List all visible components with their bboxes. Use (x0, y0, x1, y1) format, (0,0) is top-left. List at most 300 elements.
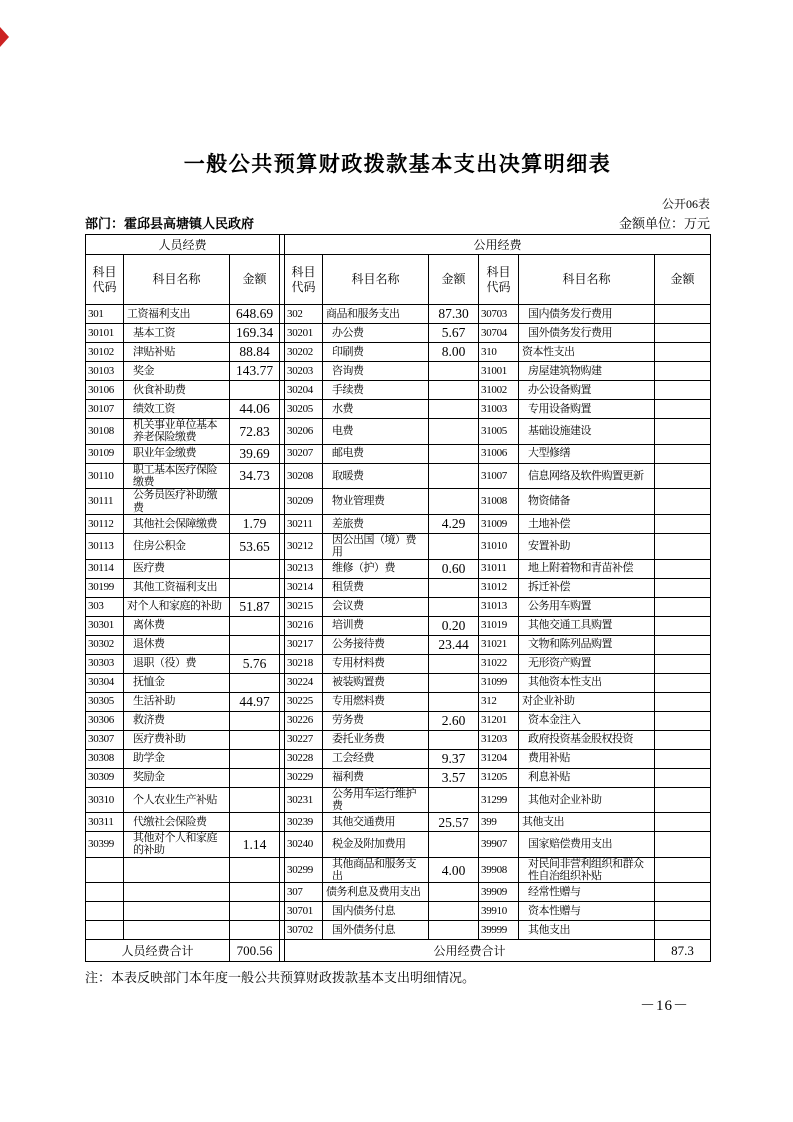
r-code-cell: 31204 (479, 749, 519, 768)
personnel-total-label: 人员经费合计 (86, 940, 230, 962)
p-code-cell: 30306 (86, 711, 124, 730)
col-header-code-3: 科目代码 (479, 255, 519, 305)
m-code-cell: 30239 (285, 813, 323, 832)
m-code-cell: 30217 (285, 635, 323, 654)
r-amt-cell (655, 514, 711, 533)
r-amt-cell (655, 654, 711, 673)
page-title: 一般公共预算财政拨款基本支出决算明细表 (183, 153, 612, 176)
r-name-cell: 大型修缮 (519, 444, 655, 463)
table-row (86, 578, 711, 597)
red-corner-mark (0, 27, 9, 47)
m-amt-cell (429, 832, 479, 858)
p-name-cell: 离休费 (124, 616, 230, 635)
r-name-cell: 信息网络及软件购置更新 (519, 463, 655, 489)
m-name-cell: 劳务费 (323, 711, 429, 730)
m-amt-cell (429, 381, 479, 400)
table-row (86, 883, 711, 902)
p-name-cell: 退休费 (124, 635, 230, 654)
col-header-code-2: 科目代码 (285, 255, 323, 305)
r-name-cell: 物资储备 (519, 489, 655, 515)
m-amt-cell (429, 489, 479, 515)
r-code-cell: 30703 (479, 305, 519, 324)
m-code-cell: 307 (285, 883, 323, 902)
p-name-cell: 奖金 (124, 362, 230, 381)
m-amt-cell (429, 654, 479, 673)
r-amt-cell (655, 489, 711, 515)
table-row (86, 654, 711, 673)
p-name-cell: 抚恤金 (124, 673, 230, 692)
p-amt-cell: 53.65 (230, 533, 280, 559)
m-amt-cell (429, 692, 479, 711)
r-name-cell: 文物和陈列品购置 (519, 635, 655, 654)
p-code-cell: 303 (86, 597, 124, 616)
m-amt-cell: 5.67 (429, 324, 479, 343)
table-row (86, 514, 711, 533)
p-name-cell: 医疗费补助 (124, 730, 230, 749)
r-amt-cell (655, 635, 711, 654)
p-amt-cell: 1.14 (230, 832, 280, 858)
m-amt-cell (429, 730, 479, 749)
m-name-cell: 办公费 (323, 324, 429, 343)
p-code-cell: 30311 (86, 813, 124, 832)
r-name-cell: 资本性支出 (519, 343, 655, 362)
table-row (86, 768, 711, 787)
r-code-cell: 31201 (479, 711, 519, 730)
m-amt-cell (429, 463, 479, 489)
table-row (86, 813, 711, 832)
table-row (86, 324, 711, 343)
p-amt-cell (230, 489, 280, 515)
table-row (86, 711, 711, 730)
p-amt-cell (230, 902, 280, 921)
r-name-cell: 拆迁补偿 (519, 578, 655, 597)
r-amt-cell (655, 381, 711, 400)
personnel-total-value: 700.56 (230, 940, 280, 962)
table-row (86, 463, 711, 489)
m-amt-cell: 25.57 (429, 813, 479, 832)
m-code-cell: 30209 (285, 489, 323, 515)
personnel-section-header: 人员经费 (86, 235, 280, 255)
p-code-cell: 30108 (86, 419, 124, 445)
p-amt-cell (230, 559, 280, 578)
p-name-cell: 对个人和家庭的补助 (124, 597, 230, 616)
r-amt-cell (655, 559, 711, 578)
public-total-value: 87.3 (655, 940, 711, 962)
r-code-cell: 31005 (479, 419, 519, 445)
table-row (86, 673, 711, 692)
m-name-cell: 印刷费 (323, 343, 429, 362)
department-prefix: 部门： (85, 216, 125, 231)
m-name-cell: 其他交通费用 (323, 813, 429, 832)
r-name-cell: 国内债务发行费用 (519, 305, 655, 324)
m-amt-cell (429, 883, 479, 902)
table-row (86, 343, 711, 362)
m-code-cell: 30218 (285, 654, 323, 673)
table-row (86, 635, 711, 654)
m-code-cell: 30224 (285, 673, 323, 692)
m-amt-cell (429, 533, 479, 559)
m-code-cell: 30702 (285, 921, 323, 940)
r-amt-cell (655, 578, 711, 597)
r-amt-cell (655, 444, 711, 463)
unit-label: 金额单位：万元 (618, 216, 710, 231)
table-body (86, 305, 711, 940)
p-code-cell: 30102 (86, 343, 124, 362)
table-row (86, 597, 711, 616)
p-code-cell: 30110 (86, 463, 124, 489)
p-name-cell: 其他对个人和家庭的补助 (124, 832, 230, 858)
p-amt-cell: 5.76 (230, 654, 280, 673)
public-section-header: 公用经费 (285, 235, 711, 255)
m-name-cell: 租赁费 (323, 578, 429, 597)
sheet (85, 0, 710, 986)
r-name-cell: 其他对企业补助 (519, 787, 655, 813)
m-code-cell: 30240 (285, 832, 323, 858)
r-code-cell: 39908 (479, 857, 519, 883)
m-name-cell: 因公出国（境）费用 (323, 533, 429, 559)
r-name-cell: 国外债务发行费用 (519, 324, 655, 343)
p-amt-cell (230, 813, 280, 832)
col-header-amount-3: 金额 (655, 255, 711, 305)
table-row (86, 616, 711, 635)
p-name-cell: 代缴社会保险费 (124, 813, 230, 832)
p-amt-cell: 51.87 (230, 597, 280, 616)
table-row (86, 400, 711, 419)
r-name-cell: 国家赔偿费用支出 (519, 832, 655, 858)
p-code-cell: 30111 (86, 489, 124, 515)
table-row (86, 902, 711, 921)
r-amt-cell (655, 673, 711, 692)
p-name-cell: 职工基本医疗保险缴费 (124, 463, 230, 489)
r-code-cell: 310 (479, 343, 519, 362)
p-amt-cell: 44.97 (230, 692, 280, 711)
m-amt-cell (429, 597, 479, 616)
p-name-cell: 生活补助 (124, 692, 230, 711)
p-code-cell: 30303 (86, 654, 124, 673)
m-code-cell: 30203 (285, 362, 323, 381)
r-code-cell: 39907 (479, 832, 519, 858)
r-amt-cell (655, 730, 711, 749)
p-name-cell: 奖励金 (124, 768, 230, 787)
m-code-cell: 30202 (285, 343, 323, 362)
p-code-cell: 30307 (86, 730, 124, 749)
table-row (86, 305, 711, 324)
p-amt-cell (230, 578, 280, 597)
r-amt-cell (655, 362, 711, 381)
table-row (86, 362, 711, 381)
table-row (86, 444, 711, 463)
section-header-row (86, 235, 711, 255)
m-code-cell: 30214 (285, 578, 323, 597)
r-amt-cell (655, 768, 711, 787)
m-amt-cell: 8.00 (429, 343, 479, 362)
m-code-cell: 30205 (285, 400, 323, 419)
r-amt-cell (655, 533, 711, 559)
table-row (86, 559, 711, 578)
r-amt-cell (655, 832, 711, 858)
totals-row (86, 940, 711, 962)
p-amt-cell: 88.84 (230, 343, 280, 362)
m-code-cell: 30226 (285, 711, 323, 730)
p-code-cell: 30109 (86, 444, 124, 463)
p-amt-cell (230, 787, 280, 813)
p-name-cell: 退职（役）费 (124, 654, 230, 673)
r-code-cell: 31099 (479, 673, 519, 692)
p-code-cell: 30399 (86, 832, 124, 858)
r-amt-cell (655, 883, 711, 902)
p-amt-cell (230, 381, 280, 400)
p-name-cell: 伙食补助费 (124, 381, 230, 400)
m-name-cell: 手续费 (323, 381, 429, 400)
p-code-cell: 30302 (86, 635, 124, 654)
r-amt-cell (655, 419, 711, 445)
expenditure-table (85, 234, 711, 962)
r-name-cell: 公务用车购置 (519, 597, 655, 616)
r-code-cell: 31009 (479, 514, 519, 533)
table-row (86, 381, 711, 400)
form-number: 公开06表 (661, 197, 710, 211)
m-code-cell: 30229 (285, 768, 323, 787)
p-amt-cell: 34.73 (230, 463, 280, 489)
r-amt-cell (655, 305, 711, 324)
r-name-cell: 专用设备购置 (519, 400, 655, 419)
m-name-cell: 维修（护）费 (323, 559, 429, 578)
m-code-cell: 30201 (285, 324, 323, 343)
m-amt-cell: 2.60 (429, 711, 479, 730)
m-amt-cell (429, 444, 479, 463)
table-row (86, 787, 711, 813)
col-header-code-1: 科目代码 (86, 255, 124, 305)
p-code-cell: 30112 (86, 514, 124, 533)
m-amt-cell: 3.57 (429, 768, 479, 787)
r-amt-cell (655, 400, 711, 419)
r-code-cell: 31010 (479, 533, 519, 559)
m-amt-cell: 0.20 (429, 616, 479, 635)
p-code-cell (86, 921, 124, 940)
r-code-cell: 31007 (479, 463, 519, 489)
r-name-cell: 土地补偿 (519, 514, 655, 533)
r-amt-cell (655, 463, 711, 489)
p-amt-cell (230, 857, 280, 883)
p-amt-cell: 44.06 (230, 400, 280, 419)
p-code-cell: 30304 (86, 673, 124, 692)
p-name-cell: 医疗费 (124, 559, 230, 578)
p-amt-cell (230, 730, 280, 749)
p-name-cell: 住房公积金 (124, 533, 230, 559)
m-name-cell: 电费 (323, 419, 429, 445)
r-code-cell: 31012 (479, 578, 519, 597)
table-row (86, 419, 711, 445)
r-code-cell: 31021 (479, 635, 519, 654)
p-amt-cell: 143.77 (230, 362, 280, 381)
p-name-cell: 其他社会保障缴费 (124, 514, 230, 533)
p-code-cell (86, 902, 124, 921)
m-code-cell: 30208 (285, 463, 323, 489)
m-amt-cell (429, 362, 479, 381)
m-code-cell: 30701 (285, 902, 323, 921)
r-amt-cell (655, 692, 711, 711)
p-code-cell: 30103 (86, 362, 124, 381)
p-code-cell: 30199 (86, 578, 124, 597)
table-row (86, 489, 711, 515)
p-amt-cell: 39.69 (230, 444, 280, 463)
p-name-cell (124, 857, 230, 883)
m-code-cell: 30206 (285, 419, 323, 445)
m-name-cell: 专用燃料费 (323, 692, 429, 711)
m-name-cell: 邮电费 (323, 444, 429, 463)
p-amt-cell (230, 616, 280, 635)
p-amt-cell: 1.79 (230, 514, 280, 533)
r-code-cell: 31001 (479, 362, 519, 381)
m-code-cell: 30299 (285, 857, 323, 883)
p-name-cell (124, 883, 230, 902)
p-name-cell: 基本工资 (124, 324, 230, 343)
p-code-cell: 30310 (86, 787, 124, 813)
p-name-cell: 个人农业生产补贴 (124, 787, 230, 813)
m-amt-cell: 4.29 (429, 514, 479, 533)
r-code-cell: 31011 (479, 559, 519, 578)
r-code-cell: 31205 (479, 768, 519, 787)
column-header-row (86, 255, 711, 305)
col-header-name-2: 科目名称 (323, 255, 429, 305)
m-code-cell: 30215 (285, 597, 323, 616)
m-name-cell: 被装购置费 (323, 673, 429, 692)
r-name-cell: 对民间非营利组织和群众性自治组织补贴 (519, 857, 655, 883)
p-code-cell: 30114 (86, 559, 124, 578)
r-code-cell: 31002 (479, 381, 519, 400)
m-amt-cell (429, 578, 479, 597)
m-code-cell: 30228 (285, 749, 323, 768)
m-amt-cell (429, 902, 479, 921)
m-code-cell: 30227 (285, 730, 323, 749)
m-name-cell: 国内债务付息 (323, 902, 429, 921)
p-name-cell: 绩效工资 (124, 400, 230, 419)
p-amt-cell: 169.34 (230, 324, 280, 343)
r-amt-cell (655, 597, 711, 616)
p-name-cell: 津贴补贴 (124, 343, 230, 362)
table-row (86, 730, 711, 749)
m-code-cell: 302 (285, 305, 323, 324)
r-code-cell: 31003 (479, 400, 519, 419)
r-code-cell: 39909 (479, 883, 519, 902)
p-code-cell: 30107 (86, 400, 124, 419)
p-name-cell: 其他工资福利支出 (124, 578, 230, 597)
m-name-cell: 国外债务付息 (323, 921, 429, 940)
p-amt-cell: 648.69 (230, 305, 280, 324)
m-name-cell: 会议费 (323, 597, 429, 616)
m-name-cell: 福利费 (323, 768, 429, 787)
p-name-cell (124, 902, 230, 921)
p-code-cell: 30301 (86, 616, 124, 635)
page-number: －16－ (639, 998, 689, 1014)
r-name-cell: 其他支出 (519, 921, 655, 940)
m-amt-cell: 23.44 (429, 635, 479, 654)
p-name-cell: 助学金 (124, 749, 230, 768)
r-name-cell: 对企业补助 (519, 692, 655, 711)
p-amt-cell (230, 883, 280, 902)
r-code-cell: 399 (479, 813, 519, 832)
p-code-cell: 30106 (86, 381, 124, 400)
m-code-cell: 30212 (285, 533, 323, 559)
footnote: 注：本表反映部门本年度一般公共预算财政拨款基本支出明细情况。 (85, 970, 476, 986)
r-code-cell: 31013 (479, 597, 519, 616)
department-name: 霍邱县高塘镇人民政府 (124, 216, 255, 231)
m-name-cell: 委托业务费 (323, 730, 429, 749)
r-code-cell: 39910 (479, 902, 519, 921)
table-row (86, 533, 711, 559)
p-code-cell: 30101 (86, 324, 124, 343)
r-name-cell: 无形资产购置 (519, 654, 655, 673)
r-amt-cell (655, 749, 711, 768)
col-header-amount-2: 金额 (429, 255, 479, 305)
m-amt-cell (429, 400, 479, 419)
p-amt-cell (230, 768, 280, 787)
p-code-cell: 30309 (86, 768, 124, 787)
m-name-cell: 公务用车运行维护费 (323, 787, 429, 813)
r-amt-cell (655, 921, 711, 940)
r-code-cell: 30704 (479, 324, 519, 343)
r-name-cell: 办公设备购置 (519, 381, 655, 400)
p-amt-cell (230, 921, 280, 940)
m-name-cell: 税金及附加费用 (323, 832, 429, 858)
r-name-cell: 政府投资基金股权投资 (519, 730, 655, 749)
r-name-cell: 经常性赠与 (519, 883, 655, 902)
r-amt-cell (655, 324, 711, 343)
r-name-cell: 其他资本性支出 (519, 673, 655, 692)
m-name-cell: 公务接待费 (323, 635, 429, 654)
m-amt-cell (429, 787, 479, 813)
m-code-cell: 30207 (285, 444, 323, 463)
p-name-cell: 职业年金缴费 (124, 444, 230, 463)
col-header-name-3: 科目名称 (519, 255, 655, 305)
p-name-cell (124, 921, 230, 940)
m-code-cell: 30225 (285, 692, 323, 711)
r-name-cell: 基础设施建设 (519, 419, 655, 445)
r-amt-cell (655, 902, 711, 921)
r-code-cell: 312 (479, 692, 519, 711)
m-amt-cell (429, 673, 479, 692)
m-amt-cell: 4.00 (429, 857, 479, 883)
p-code-cell (86, 857, 124, 883)
p-amt-cell: 72.83 (230, 419, 280, 445)
r-code-cell: 31299 (479, 787, 519, 813)
r-code-cell: 31019 (479, 616, 519, 635)
table-row (86, 857, 711, 883)
r-name-cell: 资本性赠与 (519, 902, 655, 921)
m-amt-cell: 87.30 (429, 305, 479, 324)
r-amt-cell (655, 857, 711, 883)
r-code-cell: 31022 (479, 654, 519, 673)
m-name-cell: 专用材料费 (323, 654, 429, 673)
public-total-label: 公用经费合计 (285, 940, 655, 962)
table-row (86, 692, 711, 711)
p-amt-cell (230, 749, 280, 768)
department-label (85, 213, 254, 232)
p-name-cell: 救济费 (124, 711, 230, 730)
r-name-cell: 安置补助 (519, 533, 655, 559)
p-code-cell (86, 883, 124, 902)
p-amt-cell (230, 673, 280, 692)
m-amt-cell: 9.37 (429, 749, 479, 768)
m-code-cell: 30231 (285, 787, 323, 813)
r-code-cell: 31006 (479, 444, 519, 463)
m-amt-cell (429, 921, 479, 940)
r-name-cell: 其他支出 (519, 813, 655, 832)
r-code-cell: 31008 (479, 489, 519, 515)
m-name-cell: 物业管理费 (323, 489, 429, 515)
r-code-cell: 31203 (479, 730, 519, 749)
p-name-cell: 机关事业单位基本养老保险缴费 (124, 419, 230, 445)
